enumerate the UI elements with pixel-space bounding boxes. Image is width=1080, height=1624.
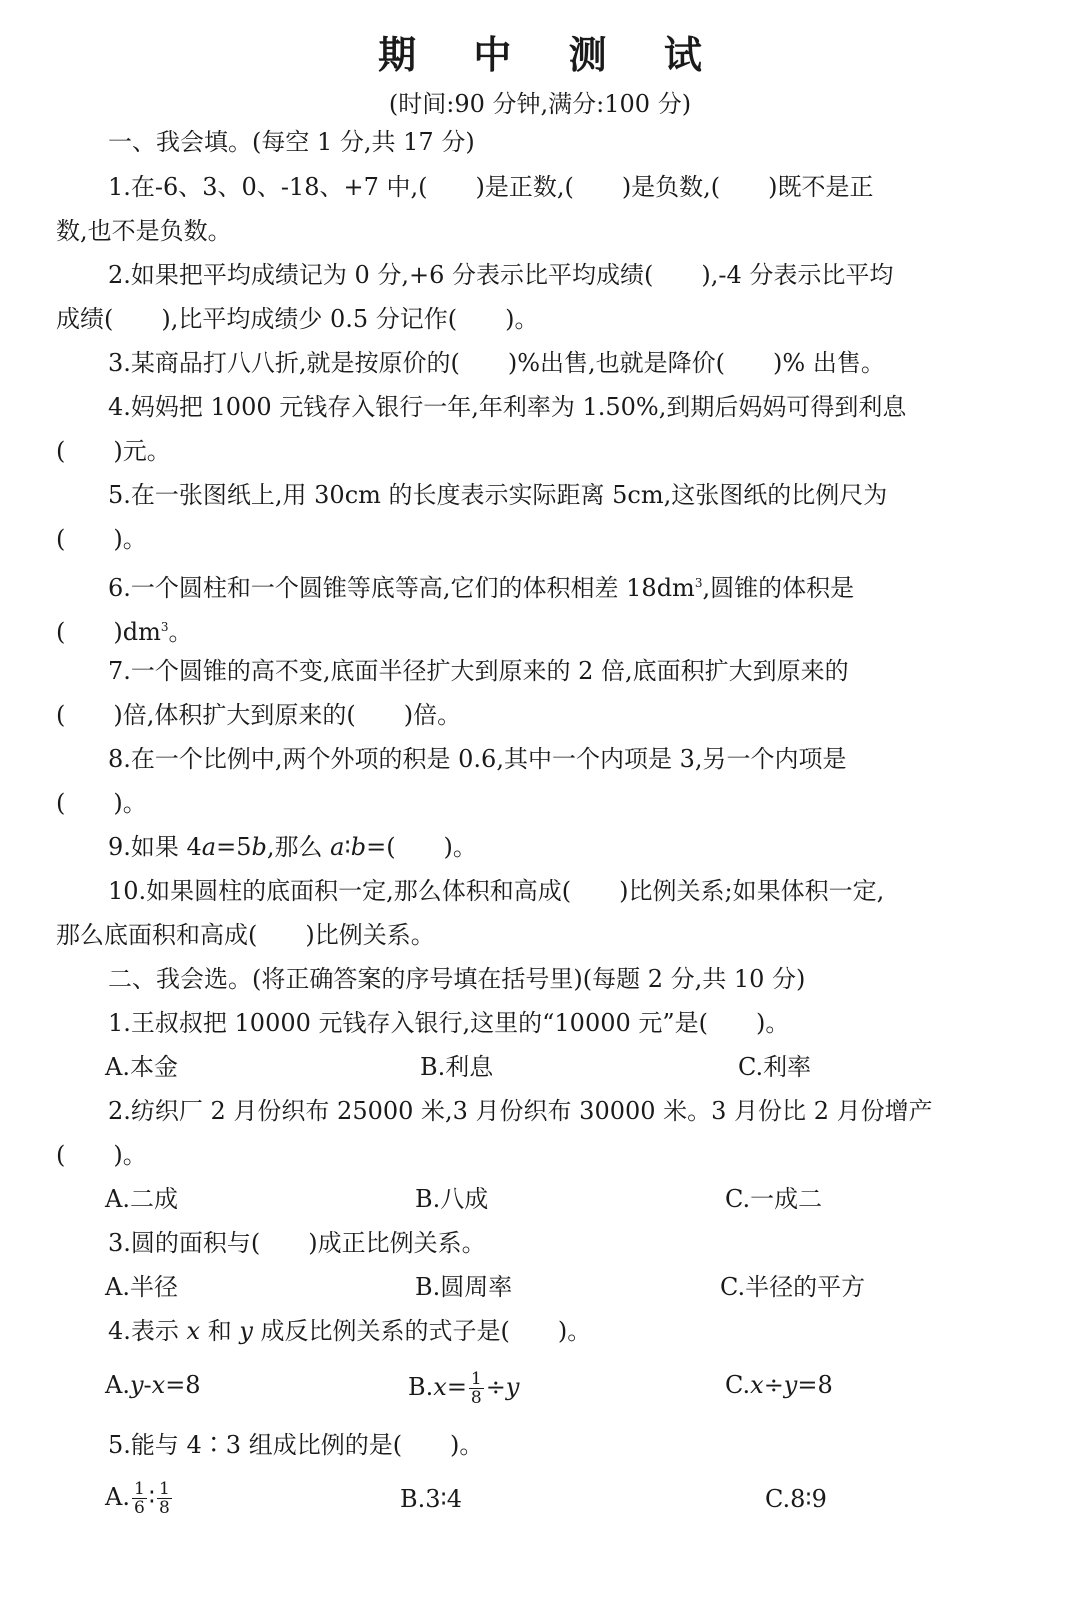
s1-q4-line2: ( )元。 (56, 437, 171, 465)
s2-q4-optC-div: ÷ (763, 1371, 784, 1399)
s2-q5-option-b: B.3∶4 (400, 1485, 463, 1513)
section1-heading: 一、我会填。(每空 1 分,共 17 分) (108, 128, 475, 156)
fraction-denominator: 8 (159, 1498, 170, 1518)
s2-q2-line2: ( )。 (56, 1141, 147, 1169)
fraction-numerator: 1 (133, 1479, 145, 1499)
s2-q4-optC-label: C. (725, 1371, 751, 1399)
s1-q8-line1: 8.在一个比例中,两个外项的积是 0.6,其中一个内项是 3,另一个内项是 (108, 745, 847, 773)
s2-q4-optB-y: y (505, 1373, 520, 1401)
s1-q6-line2 (56, 612, 1036, 647)
fraction-denominator: 6 (133, 1498, 145, 1518)
s1-q6-text-d: 。 (168, 618, 193, 646)
s2-q4-optA-eq: =8 (165, 1371, 201, 1399)
s2-q4-text-a: 4.表示 (108, 1317, 187, 1345)
s1-q4-line1: 4.妈妈把 1000 元钱存入银行一年,年利率为 1.50%,到期后妈妈可得到利息 (108, 393, 907, 421)
s2-q4-text-c: 成反比例关系的式子是( )。 (252, 1317, 592, 1345)
s2-q4-option-a (105, 1370, 201, 1400)
s2-q3-option-a: A.半径 (105, 1273, 178, 1301)
s2-q4-text-b: 和 (200, 1317, 240, 1345)
s2-q4-optB-x: x (433, 1373, 447, 1401)
page-subtitle: (时间:90 分钟,满分:100 分) (388, 90, 692, 118)
s2-q5-optA-colon: ∶ (148, 1483, 156, 1511)
s2-q4-option-b (408, 1370, 519, 1407)
s2-q5-fraction-2 (157, 1480, 172, 1517)
s1-q6-text-b: ,圆锥的体积是 (702, 574, 855, 602)
s2-q3-option-b: B.圆周率 (415, 1273, 513, 1301)
s1-q6-superscript-2: 3 (160, 620, 169, 634)
s1-q9-text-e: =( )。 (366, 833, 477, 861)
s2-q2-option-c: C.一成二 (725, 1185, 823, 1213)
s2-q5-line1: 5.能与 4∶3 组成比例的是( )。 (108, 1431, 484, 1459)
s2-q4-optB-div: ÷ (485, 1373, 506, 1401)
s2-q4-optB-eq: = (446, 1373, 467, 1401)
s1-q5-line1: 5.在一张图纸上,用 30cm 的长度表示实际距离 5cm,这张图纸的比例尺为 (108, 481, 888, 509)
s2-q4-optC-eq: =8 (797, 1371, 833, 1399)
s2-q4-optA-y: y (129, 1371, 144, 1399)
s1-q2-line1: 2.如果把平均成绩记为 0 分,+6 分表示比平均成绩( ),-4 分表示比平均 (108, 261, 894, 289)
s2-q4-optB-label: B. (408, 1373, 434, 1401)
s1-q7-line2: ( )倍,体积扩大到原来的( )倍。 (56, 701, 462, 729)
s2-q5-option-a (105, 1480, 174, 1517)
s1-q10-line2: 那么底面积和高成( )比例关系。 (56, 921, 435, 949)
s2-q1-option-b: B.利息 (420, 1053, 494, 1081)
section2-heading: 二、我会选。(将正确答案的序号填在括号里)(每题 2 分,共 10 分) (108, 965, 806, 993)
s2-q4-optA-minus: - (143, 1371, 152, 1399)
s2-q4-var-x: x (186, 1317, 201, 1345)
s1-q9-text-c: ,那么 (266, 833, 331, 861)
s1-q6-superscript: 3 (694, 576, 703, 590)
s1-q1-line1: 1.在-6、3、0、-18、+7 中,( )是正数,( )是负数,( )既不是正 (108, 173, 874, 201)
s2-q2-option-a: A.二成 (105, 1185, 178, 1213)
s2-q4-optC-x: x (750, 1371, 764, 1399)
s1-q9-text-b: =5 (216, 833, 252, 861)
s2-q2-line1: 2.纺织厂 2 月份织布 25000 米,3 月份织布 30000 米。3 月份比 2 月份增产 (108, 1097, 933, 1125)
page-title: 期 中 测 试 (378, 32, 724, 77)
s2-q4-optA-label: A. (105, 1371, 130, 1399)
s2-q1-option-a: A.本金 (105, 1053, 178, 1081)
s1-q9-var-b: b (251, 833, 267, 861)
s2-q2-option-b: B.八成 (415, 1185, 489, 1213)
s1-q6-text-c: ( )dm (56, 618, 161, 646)
s1-q9-colon: ∶ (344, 833, 351, 861)
s2-q3-option-c: C.半径的平方 (720, 1273, 866, 1301)
s1-q3-line1: 3.某商品打八八折,就是按原价的( )%出售,也就是降价( )% 出售。 (108, 349, 885, 377)
s1-q9-var-b-2: b (350, 833, 367, 861)
s2-q4-option-c (725, 1370, 833, 1400)
s2-q4-optC-y: y (783, 1371, 798, 1399)
s1-q7-line1: 7.一个圆锥的高不变,底面半径扩大到原来的 2 倍,底面积扩大到原来的 (108, 657, 849, 685)
s2-q1-line1: 1.王叔叔把 10000 元钱存入银行,这里的“10000 元”是( )。 (108, 1009, 790, 1037)
s2-q4-line1 (108, 1316, 1038, 1346)
s2-q4-optA-x: x (151, 1371, 166, 1399)
s2-q1-option-c: C.利率 (738, 1053, 812, 1081)
s1-q10-line1: 10.如果圆柱的底面积一定,那么体积和高成( )比例关系;如果体积一定, (108, 877, 885, 905)
s1-q1-line2: 数,也不是负数。 (56, 217, 232, 245)
fraction-numerator: 1 (470, 1369, 482, 1389)
s1-q9-line1 (108, 832, 1038, 862)
s1-q2-line2: 成绩( ),比平均成绩少 0.5 分记作( )。 (56, 305, 539, 333)
s2-q5-option-c: C.8∶9 (765, 1485, 827, 1513)
fraction-numerator: 1 (159, 1479, 170, 1499)
s2-q3-line1: 3.圆的面积与( )成正比例关系。 (108, 1229, 486, 1257)
s1-q9-var-a: a (201, 833, 217, 861)
s2-q4-var-y: y (239, 1317, 253, 1345)
s1-q6-text-a: 6.一个圆柱和一个圆锥等底等高,它们的体积相差 18dm (108, 574, 695, 602)
fraction-denominator: 8 (470, 1388, 482, 1408)
s1-q6-line1 (108, 568, 1038, 603)
s1-q5-line2: ( )。 (56, 525, 147, 553)
s2-q5-fraction-1 (132, 1480, 147, 1517)
s2-q5-optA-label: A. (105, 1483, 130, 1511)
s1-q8-line2: ( )。 (56, 789, 147, 817)
s2-q4-optB-fraction (469, 1370, 484, 1407)
s1-q9-text-a: 9.如果 4 (108, 833, 202, 861)
s1-q9-var-a-2: a (330, 833, 345, 861)
